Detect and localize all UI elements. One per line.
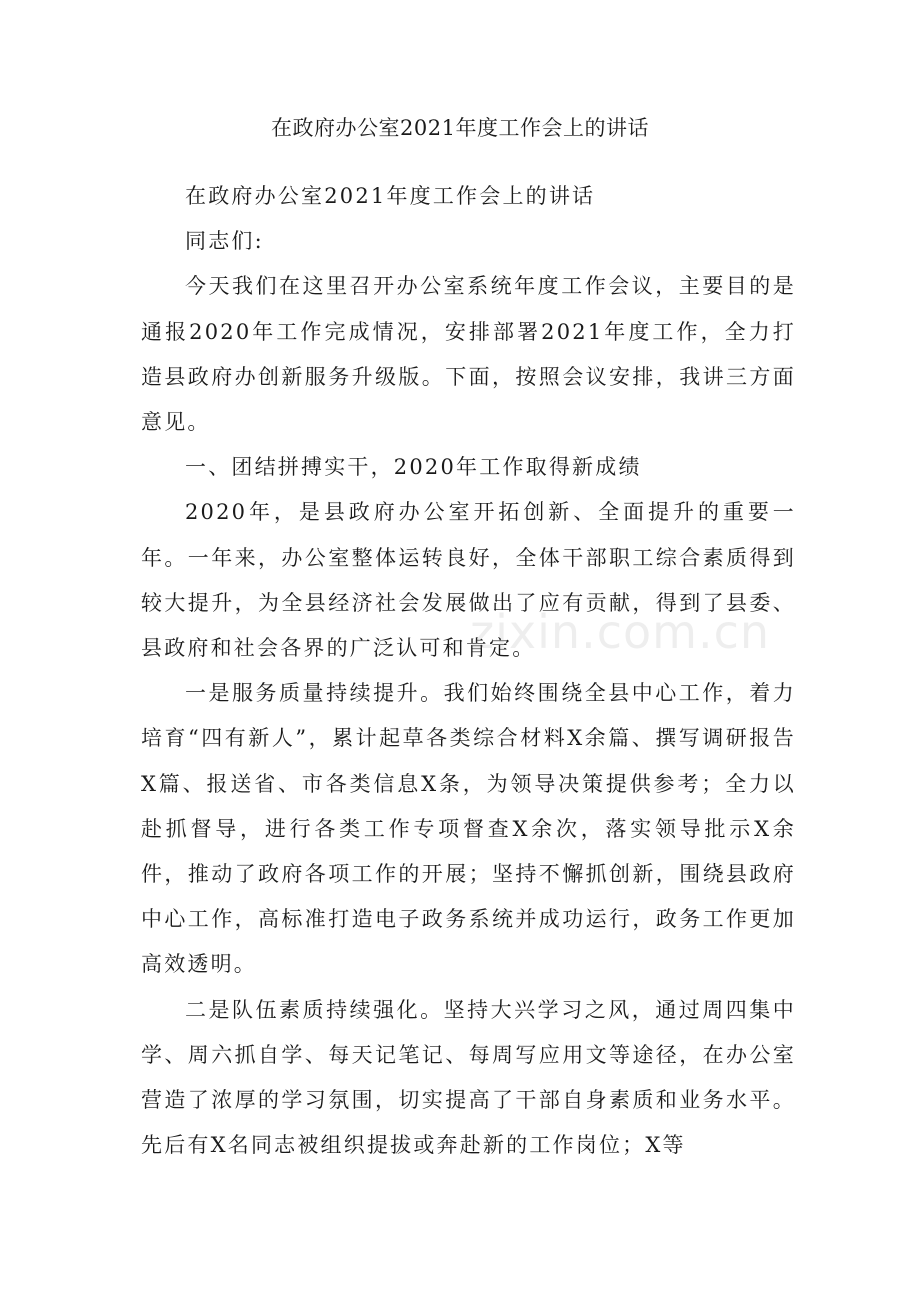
document-title: 在政府办公室2021年度工作会上的讲话 [271, 116, 649, 140]
paragraph-service-quality: 一是服务质量持续提升。我们始终围绕全县中心工作，着力培育“四有新人”，累计起草各类综合材料X余篇、撰写调研报告X篇、报送省、市各类信息X条，为领导决策提供参考；全力以赴抓督导，进行各类工作专项督查X余次，落实领导批示X余件，推动了政府各项工作的开展；坚持不懈抓创新，围绕县政府中心工作，高标准打造电子政务系统并成功运行，政务工作更加高效透明。 [141, 681, 796, 977]
paragraph-intro: 今天我们在这里召开办公室系统年度工作会议，主要目的是通报2020年工作完成情况，安排部署2021年度工作，全力打造县政府办创新服务升级版。下面，按照会议安排，我讲三方面意见。 [141, 274, 796, 435]
document-body [141, 174, 796, 1168]
watermark-text: zixin.com.cn [470, 605, 771, 659]
paragraph-salutation: 同志们: [185, 229, 264, 254]
paragraph-summary-2020: 2020年，是县政府办公室开拓创新、全面提升的重要一年。一年来，办公室整体运转良好，全体干部职工综合素质得到较大提升，为全县经济社会发展做出了应有贡献，得到了县委、县政府和社会各界的广泛认可和肯定。 [141, 500, 796, 661]
paragraph-team-quality: 二是队伍素质持续强化。坚持大兴学习之风，通过周四集中学、周六抓自学、每天记笔记、每周写应用文等途径，在办公室营造了浓厚的学习氛围，切实提高了干部自身素质和业务水平。先后有X名同志被组织提拔或奔赴新的工作岗位；X等 [141, 997, 796, 1158]
section-heading-1: 一、团结拼搏实干，2020年工作取得新成绩 [185, 455, 642, 480]
paragraph-heading-repeat: 在政府办公室2021年度工作会上的讲话 [185, 184, 596, 208]
